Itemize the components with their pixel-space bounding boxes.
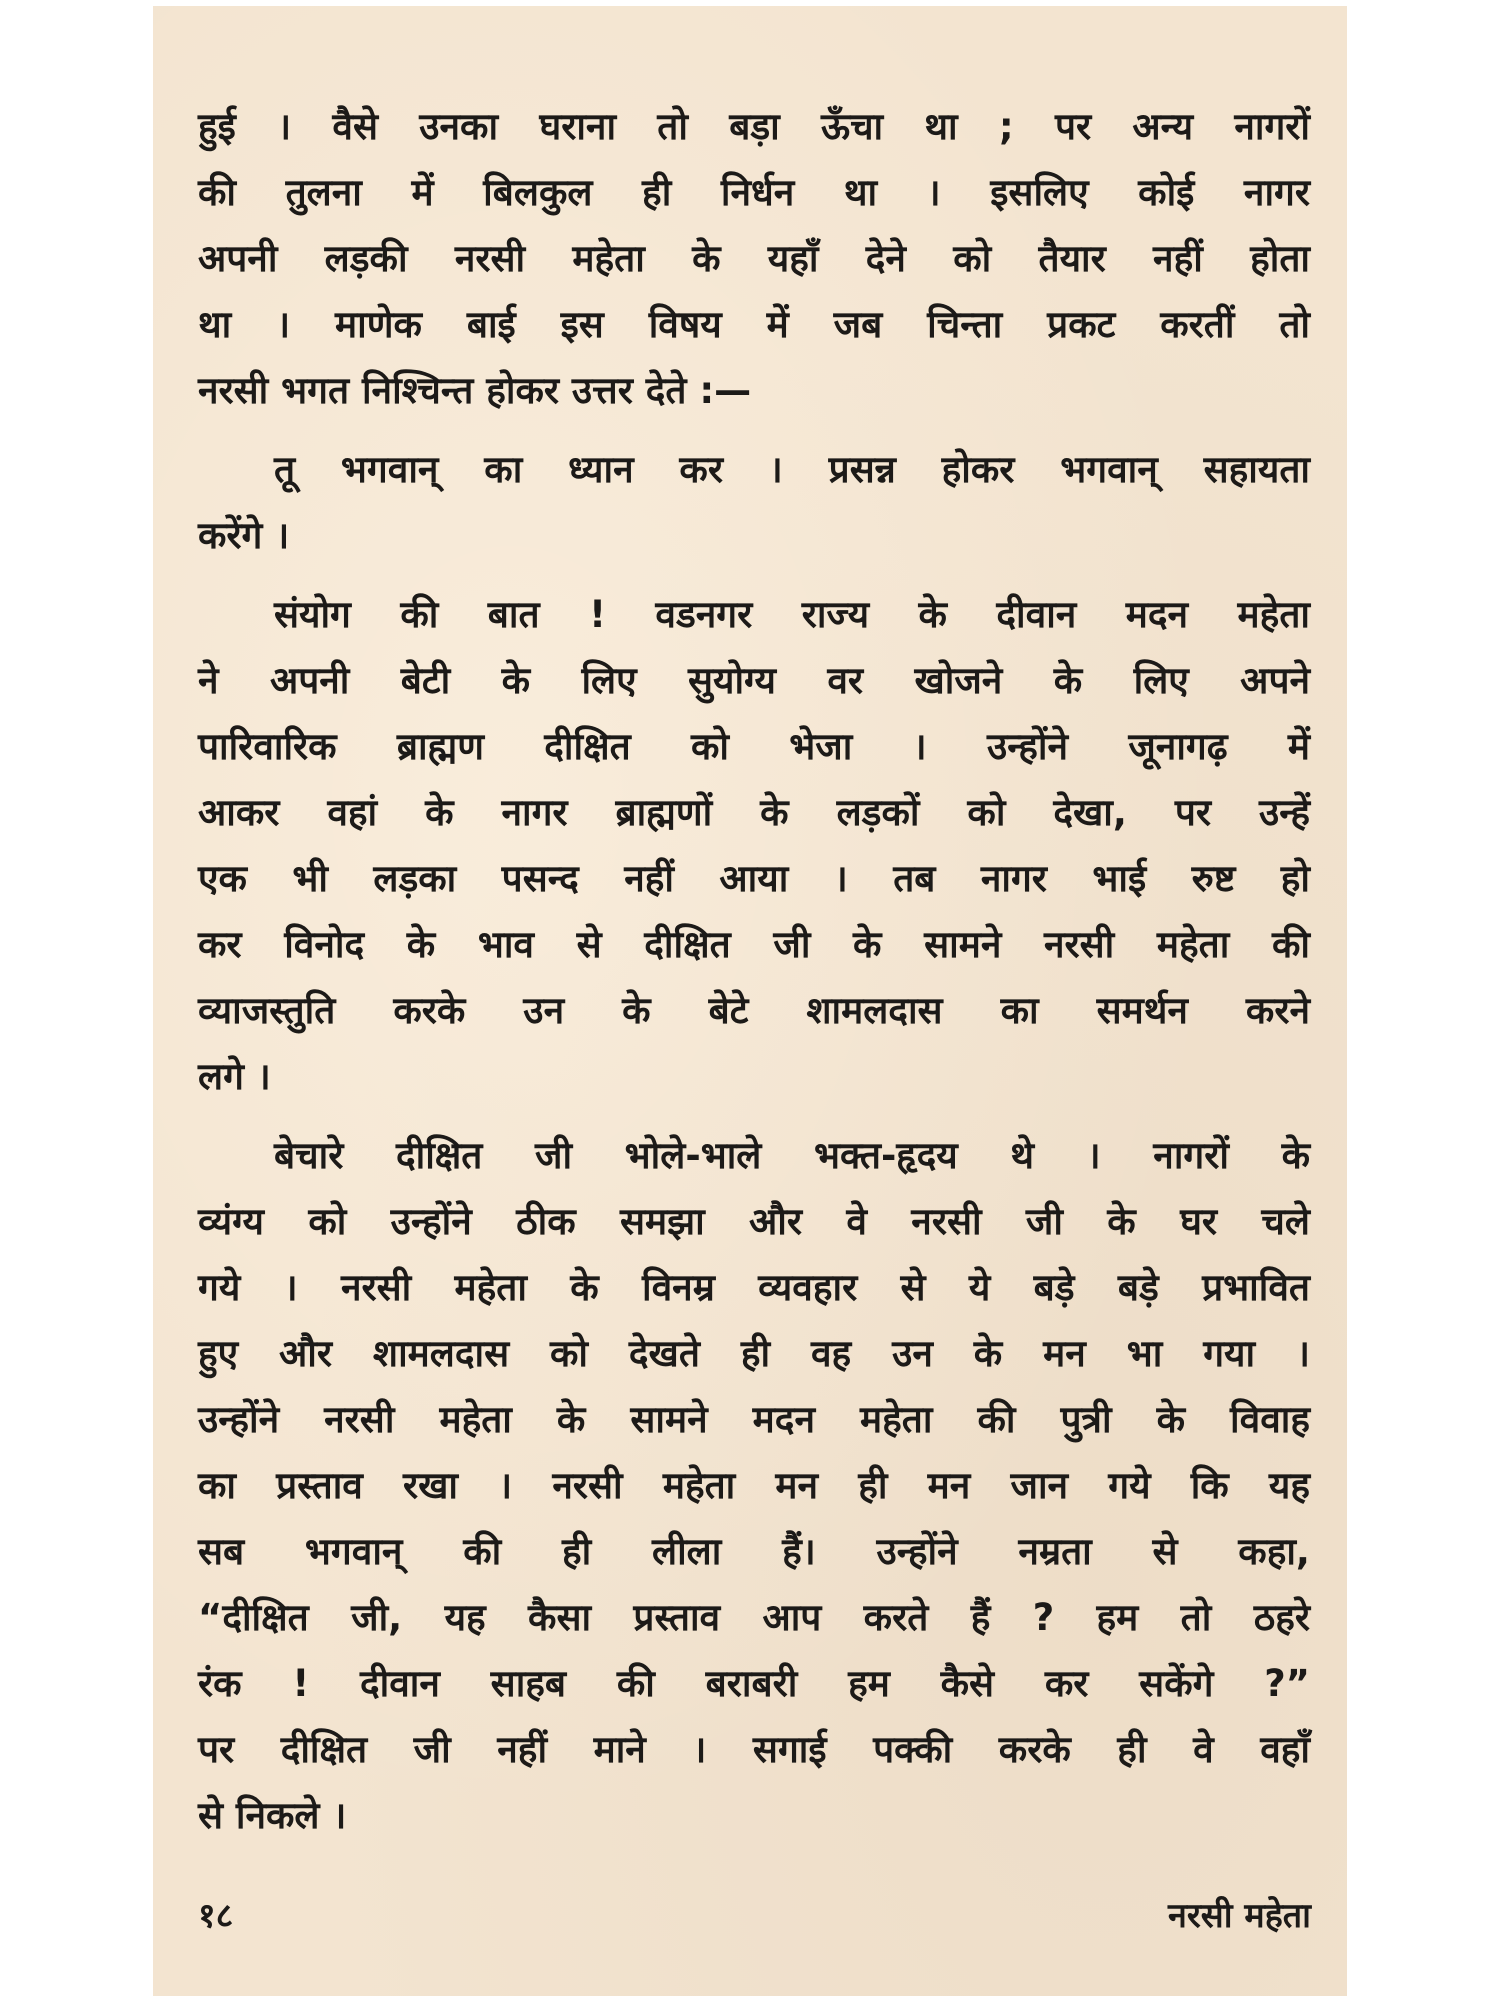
running-title: नरसी महेता [1168,1896,1311,1936]
text-line: करेंगे । [198,514,290,557]
page-footer [198,1891,1311,1947]
text-line: था । माणेक बाई इस विषय में जब चिन्ता प्रकट करतीं तो [198,303,1310,346]
text-line: गये । नरसी महेता के विनम्र व्यवहार से ये बड़े बड़े प्रभावित [198,1266,1310,1309]
text-line: नरसी भगत निश्चिन्त होकर उत्तर देते :— [198,369,752,412]
text-line: कर विनोद के भाव से दीक्षित जी के सामने नरसी महेता की [198,923,1310,966]
text-line: तू भगवान् का ध्यान कर । प्रसन्न होकर भगवान् सहायता [274,448,1310,491]
text-line: लगे । [198,1055,271,1098]
page-number: १८ [198,1896,234,1936]
text-line: व्याजस्तुति करके उन के बेटे शामलदास का समर्थन करने [198,989,1310,1032]
text-line: की तुलना में बिलकुल ही निर्धन था । इसलिए कोई नागर [198,171,1310,214]
text-line: सब भगवान् की ही लीला हैं। उन्होंने नम्रता से कहा, [198,1530,1310,1573]
text-line: पर दीक्षित जी नहीं माने । सगाई पक्की करके ही वे वहाँ [198,1728,1310,1771]
book-page [153,6,1347,1996]
text-line: “दीक्षित जी, यह कैसा प्रस्ताव आप करते हैं ? हम तो ठहरे [198,1596,1310,1639]
text-line: संयोग की बात ! वडनगर राज्य के दीवान मदन महेता [274,593,1310,636]
text-line: आकर वहां के नागर ब्राह्मणों के लड़कों को देखा, पर उन्हें [198,791,1310,834]
text-line: हुए और शामलदास को देखते ही वह उन के मन भा गया । [198,1332,1310,1375]
paragraph [198,582,1310,1110]
text-line: से निकले । [198,1794,347,1837]
paragraph [198,437,1310,569]
text-line: का प्रस्ताव रखा । नरसी महेता मन ही मन जान गये कि यह [198,1464,1310,1507]
text-line: अपनी लड़की नरसी महेता के यहाँ देने को तैयार नहीं होता [198,237,1310,280]
text-line: हुई । वैसे उनका घराना तो बड़ा ऊँचा था ; पर अन्य नागरों [198,105,1310,148]
text-line: व्यंग्य को उन्होंने ठीक समझा और वे नरसी जी के घर चले [198,1200,1310,1243]
text-line: बेचारे दीक्षित जी भोले-भाले भक्त-हृदय थे । नागरों के [274,1134,1310,1177]
text-line: ने अपनी बेटी के लिए सुयोग्य वर खोजने के लिए अपने [198,659,1310,702]
paragraph [198,94,1310,424]
text-line: रंक ! दीवान साहब की बराबरी हम कैसे कर सकेंगे ?” [198,1662,1310,1705]
body-text [198,94,1310,1862]
text-line: उन्होंने नरसी महेता के सामने मदन महेता की पुत्री के विवाह [198,1398,1310,1441]
text-line: एक भी लड़का पसन्द नहीं आया । तब नागर भाई रुष्ट हो [198,857,1310,900]
text-line: पारिवारिक ब्राह्मण दीक्षित को भेजा । उन्होंने जूनागढ़ में [198,725,1310,768]
paragraph [198,1123,1310,1849]
